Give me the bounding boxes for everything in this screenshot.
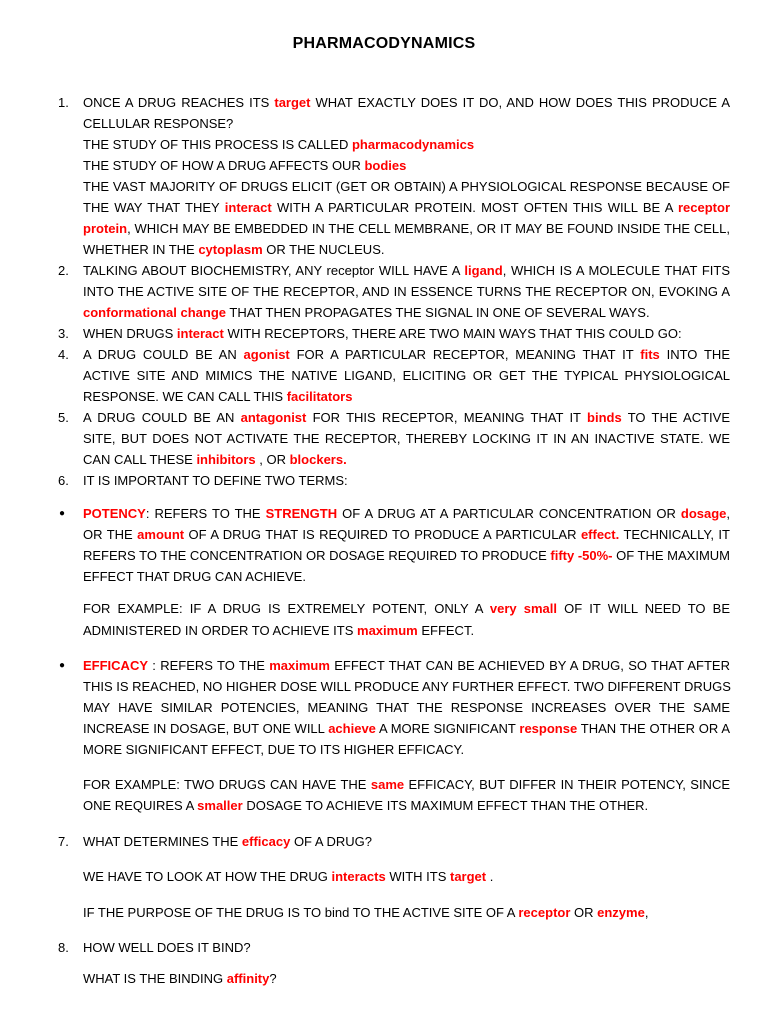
highlighted-term: achieve [328, 721, 376, 736]
highlighted-term: efficacy [241, 834, 291, 849]
text-line [83, 937, 730, 958]
text-run: MORE SIGNIFICANT EFFECT, DUE TO ITS HIGHER EFFICACY. [83, 742, 465, 757]
highlighted-term: cytoplasm [198, 242, 263, 257]
highlighted-term: maximum [357, 623, 418, 638]
text-run: A DRUG COULD BE AN [83, 347, 244, 362]
text-run: THE STUDY OF THIS PROCESS IS CALLED [83, 137, 352, 152]
highlighted-term: very small [489, 601, 558, 616]
text-run: OF IT WILL NEED TO BE [557, 601, 731, 616]
text-run: ONE REQUIRES A [83, 798, 198, 813]
text-run: , WHICH MAY BE EMBEDDED IN THE CELL MEMBRANE, OR IT MAY BE FOUND INSIDE THE CELL, [127, 221, 730, 236]
text-line [83, 92, 730, 113]
text-run: THAT THEN PROPAGATES THE SIGNAL IN ONE OF SEVERAL WAYS. [226, 305, 650, 320]
text-line [83, 449, 730, 470]
text-run: EFFECT THAT CAN BE ACHIEVED BY A DRUG, SO THAT AFTER [329, 658, 730, 673]
text-run: OF THE MAXIMUM [612, 548, 730, 563]
highlighted-term: interacts [331, 869, 386, 884]
text-run: THE STUDY OF HOW A DRUG AFFECTS OUR [83, 158, 365, 173]
text-run: WITH A PARTICULAR PROTEIN. MOST OFTEN THIS WILL BE A [271, 200, 678, 215]
bullet-icon: ● [59, 660, 66, 671]
list-number: 6. [58, 473, 69, 488]
highlighted-term: maximum [269, 658, 330, 673]
highlighted-term: blockers. [289, 452, 347, 467]
text-line [83, 218, 730, 239]
highlighted-term: ligand [464, 263, 503, 278]
highlighted-term: binds [587, 410, 622, 425]
text-line [83, 176, 730, 197]
highlighted-term: affinity [226, 971, 270, 986]
highlighted-term: facilitators [286, 389, 353, 404]
highlighted-term: protein [83, 221, 128, 236]
text-run: A MORE SIGNIFICANT [375, 721, 520, 736]
text-run: TO THE ACTIVE [621, 410, 731, 425]
text-line [83, 524, 730, 545]
text-line [83, 302, 730, 323]
text-run: IF THE PURPOSE OF THE DRUG IS TO bind TO THE ACTIVE SITE OF A [83, 905, 519, 920]
text-line [83, 620, 730, 641]
text-run: EFFICACY, BUT DIFFER IN THEIR POTENCY, SINCE [404, 777, 731, 792]
text-run: ONCE A DRUG REACHES ITS [83, 95, 275, 110]
text-run: SITE, BUT DOES NOT ACTIVATE THE RECEPTOR, THEREBY LOCKING IT IN AN INACTIVE STATE. WE [83, 431, 730, 446]
text-line [83, 655, 730, 676]
text-run: WHETHER IN THE [83, 242, 199, 257]
text-run: FOR THIS RECEPTOR, MEANING THAT IT [306, 410, 588, 425]
text-line [83, 323, 730, 344]
text-run: MAY HAVE SIMILAR POTENCIES, MEANING THAT THE RESPONSE INCREASES OVER THE SAME [83, 700, 730, 715]
text-line [83, 155, 730, 176]
text-run: RESPONSE. WE CAN CALL THIS [83, 389, 287, 404]
text-run: , [726, 506, 731, 521]
highlighted-term: target [449, 869, 487, 884]
text-run: WE HAVE TO LOOK AT HOW THE DRUG [83, 869, 332, 884]
text-run: FOR A PARTICULAR RECEPTOR, MEANING THAT IT [289, 347, 641, 362]
text-line [83, 197, 730, 218]
highlighted-term: interact [176, 326, 224, 341]
text-run: HOW WELL DOES IT BIND? [83, 940, 251, 955]
highlighted-term: dosage [680, 506, 727, 521]
highlighted-term: agonist [243, 347, 290, 362]
highlighted-term: conformational change [83, 305, 227, 320]
text-run: WHAT DETERMINES THE [83, 834, 242, 849]
text-line [83, 365, 730, 386]
highlighted-term: POTENCY [83, 506, 146, 521]
text-run: OF A DRUG AT A PARTICULAR CONCENTRATION OR [337, 506, 681, 521]
highlighted-term: EFFICACY [83, 658, 148, 673]
text-run: ACTIVE SITE AND MIMICS THE NATIVE LIGAND, ELICITING OR GET THE TYPICAL PHYSIOLOGICAL [83, 368, 730, 383]
text-line [83, 134, 730, 155]
bullet-icon: ● [59, 508, 66, 519]
text-line [83, 902, 730, 923]
text-line [83, 113, 730, 134]
text-line [83, 407, 730, 428]
list-number: 5. [58, 410, 69, 425]
list-number: 3. [58, 326, 69, 341]
text-line [83, 866, 730, 887]
text-line [83, 239, 730, 260]
highlighted-term: response [519, 721, 578, 736]
text-line [83, 697, 730, 718]
text-run: INTO THE [659, 347, 730, 362]
text-run: EFFECT THAT DRUG CAN ACHIEVE. [83, 569, 306, 584]
text-run: , WHICH IS A MOLECULE THAT FITS [502, 263, 730, 278]
text-run: THE WAY THAT THEY [83, 200, 225, 215]
text-line [83, 566, 730, 587]
text-run: REFERS TO THE CONCENTRATION OR DOSAGE REQUIRED TO PRODUCE [83, 548, 551, 563]
text-run: THE VAST MAJORITY OF DRUGS ELICIT (GET OR OBTAIN) A PHYSIOLOGICAL RESPONSE BECAUSE OF [83, 179, 730, 194]
text-line [83, 470, 730, 491]
highlighted-term: bodies [364, 158, 407, 173]
text-run: INTO THE ACTIVE SITE OF THE RECEPTOR, AND IN ESSENCE TURNS THE RECEPTOR ON, EVOKING A [83, 284, 730, 299]
text-line [83, 831, 730, 852]
text-run: TECHNICALLY, IT [619, 527, 730, 542]
text-run: WHAT IS THE BINDING [83, 971, 227, 986]
text-run: , [644, 905, 649, 920]
list-number: 1. [58, 95, 69, 110]
text-run: INCREASE IN DOSAGE, BUT ONE WILL [83, 721, 329, 736]
highlighted-term: receptor [518, 905, 571, 920]
highlighted-term: antagonist [240, 410, 307, 425]
text-line [83, 386, 730, 407]
list-number: 2. [58, 263, 69, 278]
text-run: WHEN DRUGS [83, 326, 177, 341]
text-line [83, 739, 730, 760]
highlighted-term: same [370, 777, 405, 792]
highlighted-term: fits [640, 347, 660, 362]
text-run: IT IS IMPORTANT TO DEFINE TWO TERMS: [83, 473, 348, 488]
text-line [83, 545, 730, 566]
text-line [83, 281, 730, 302]
highlighted-term: pharmacodynamics [351, 137, 475, 152]
text-run: EFFECT. [417, 623, 475, 638]
text-line [83, 774, 730, 795]
list-number: 7. [58, 834, 69, 849]
list-number: 8. [58, 940, 69, 955]
text-run: : REFERS TO THE [148, 658, 270, 673]
text-run: TALKING ABOUT BIOCHEMISTRY, ANY receptor WILL HAVE A [83, 263, 465, 278]
text-run: CELLULAR RESPONSE? [83, 116, 234, 131]
text-run: THIS IS REACHED, NO HIGHER DOSE WILL PRODUCE ANY FURTHER EFFECT. TWO DIFFERENT DRUGS [83, 679, 731, 694]
text-run: OF A DRUG THAT IS REQUIRED TO PRODUCE A PARTICULAR [184, 527, 581, 542]
highlighted-term: fifty -50%- [550, 548, 613, 563]
highlighted-term: interact [224, 200, 272, 215]
text-line [83, 598, 730, 619]
text-run: WITH RECEPTORS, THERE ARE TWO MAIN WAYS THAT THIS COULD GO: [223, 326, 682, 341]
text-run: . [486, 869, 494, 884]
text-line [83, 676, 730, 697]
text-run: : REFERS TO THE [145, 506, 266, 521]
text-run: OR [570, 905, 598, 920]
text-run: A DRUG COULD BE AN [83, 410, 241, 425]
text-run: WHAT EXACTLY DOES IT DO, AND HOW DOES THIS PRODUCE A [310, 95, 731, 110]
text-run: ? [269, 971, 277, 986]
highlighted-term: inhibitors [196, 452, 256, 467]
text-run: OR THE [83, 527, 138, 542]
text-line [83, 344, 730, 365]
text-run: OR THE NUCLEUS. [262, 242, 385, 257]
text-line [83, 795, 730, 816]
text-line [83, 503, 730, 524]
highlighted-term: enzyme [597, 905, 645, 920]
text-run: THAN THE OTHER OR A [577, 721, 730, 736]
highlighted-term: smaller [197, 798, 243, 813]
text-line [83, 260, 730, 281]
text-run: DOSAGE TO ACHIEVE ITS MAXIMUM EFFECT THAN THE OTHER. [242, 798, 649, 813]
highlighted-term: STRENGTH [265, 506, 338, 521]
text-run: WITH ITS [385, 869, 450, 884]
text-line [83, 718, 730, 739]
highlighted-term: target [274, 95, 311, 110]
text-run: CAN CALL THESE [83, 452, 197, 467]
text-run: FOR EXAMPLE: TWO DRUGS CAN HAVE THE [83, 777, 371, 792]
text-line [83, 428, 730, 449]
text-line [83, 968, 730, 989]
highlighted-term: amount [137, 527, 185, 542]
highlighted-term: effect. [580, 527, 620, 542]
document-title: PHARMACODYNAMICS [292, 35, 476, 52]
text-run: OF A DRUG? [290, 834, 372, 849]
text-run: , OR [255, 452, 290, 467]
highlighted-term: receptor [677, 200, 731, 215]
text-run: FOR EXAMPLE: IF A DRUG IS EXTREMELY POTENT, ONLY A [83, 601, 490, 616]
text-run: ADMINISTERED IN ORDER TO ACHIEVE ITS [83, 623, 358, 638]
list-number: 4. [58, 347, 69, 362]
